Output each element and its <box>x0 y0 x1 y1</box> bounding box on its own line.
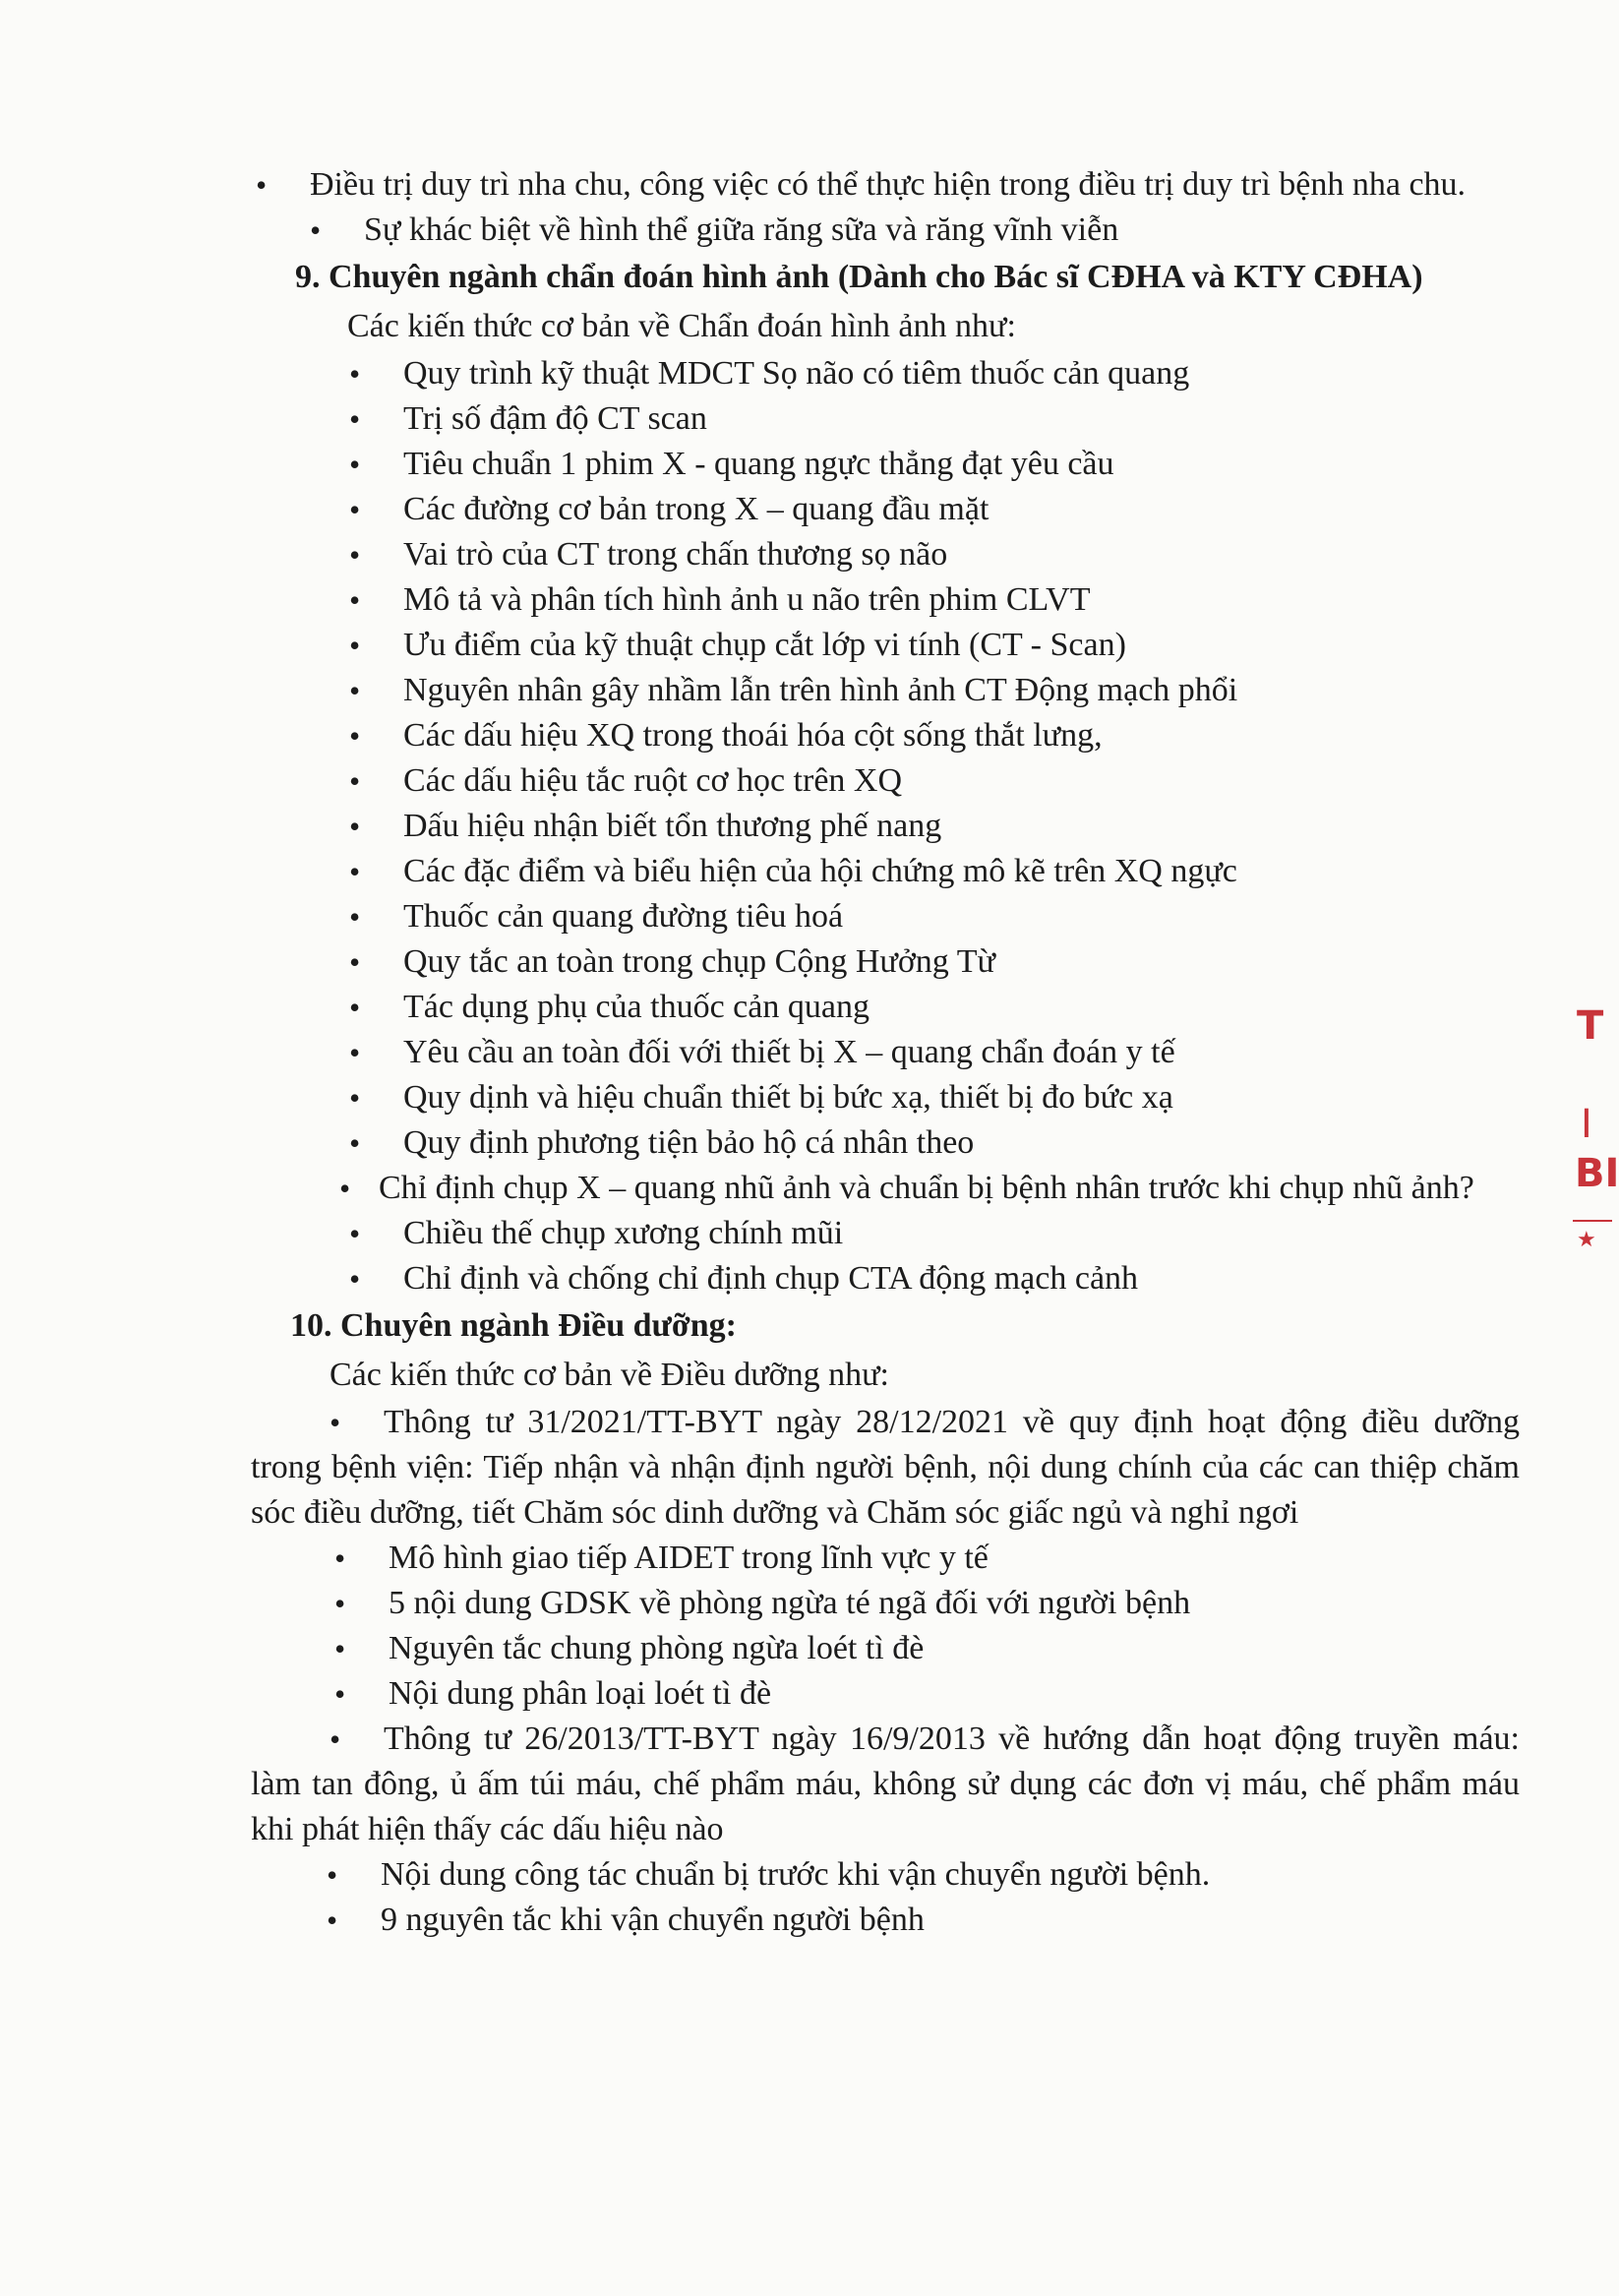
list-item: • Ưu điểm của kỹ thuật chụp cắt lớp vi tính (CT - Scan) <box>344 623 1520 668</box>
list-item: • Quy trình kỹ thuật MDCT Sọ não có tiêm thuốc cản quang <box>344 351 1520 396</box>
list-item: • Quy định phương tiện bảo hộ cá nhân theo <box>344 1120 1520 1166</box>
list-item: • 5 nội dung GDSK về phòng ngừa té ngã đối với người bệnh <box>330 1581 1520 1626</box>
list-item: • Thuốc cản quang đường tiêu hoá <box>344 894 1520 939</box>
section-heading-9: 9. Chuyên ngành chẩn đoán hình ảnh (Dành cho Bác sĩ CĐHA và KTY CĐHA) <box>295 259 1423 295</box>
list-item: • 9 nguyên tắc khi vận chuyển người bệnh <box>322 1898 1520 1943</box>
section9-list <box>251 351 1520 1166</box>
section-heading-10: 10. Chuyên ngành Điều dưỡng: <box>290 1307 737 1344</box>
stamp-text: I <box>1581 1102 1592 1147</box>
list-item: • Nguyên nhân gây nhầm lẫn trên hình ảnh CT Động mạch phổi <box>344 668 1520 713</box>
stamp-text: BI <box>1575 1151 1619 1196</box>
section10-list <box>251 1536 1520 1717</box>
list-item: • Vai trò của CT trong chấn thương sọ não <box>344 532 1520 577</box>
list-item: • Các đặc điểm và biểu hiện của hội chứng mô kẽ trên XQ ngực <box>344 849 1520 894</box>
list-item: • Chỉ định và chống chỉ định chụp CTA động mạch cảnh <box>344 1256 1520 1301</box>
stamp-text: T <box>1577 1003 1604 1049</box>
list-item: • Nội dung công tác chuẩn bị trước khi vận chuyển người bệnh. <box>322 1852 1520 1898</box>
list-item: • Điều trị duy trì nha chu, công việc có thể thực hiện trong điều trị duy trì bệnh nha chu. <box>251 162 1520 208</box>
list-item: • Thông tư 26/2013/TT-BYT ngày 16/9/2013 về hướng dẫn hoạt động truyền máu: làm tan đông, ủ ấm túi máu, chế phẩm máu, không sử dụng các đơn vị máu, chế phẩm máu khi phát hiện thấy các dấu hiệu nào <box>251 1717 1520 1852</box>
list-item: • Dấu hiệu nhận biết tổn thương phế nang <box>344 804 1520 849</box>
section10-list-continued <box>251 1852 1520 1943</box>
list-item: • Nội dung phân loại loét tì đè <box>330 1671 1520 1717</box>
star-icon: ★ <box>1577 1228 1596 1252</box>
list-item: • Yêu cầu an toàn đối với thiết bị X – quang chẩn đoán y tế <box>344 1030 1520 1075</box>
bullet-icon: • <box>330 1722 341 1757</box>
document-content <box>251 162 1520 1943</box>
list-item: • Quy dịnh và hiệu chuẩn thiết bị bức xạ, thiết bị đo bức xạ <box>344 1075 1520 1120</box>
section9-list-continued <box>251 1211 1520 1301</box>
list-item: • Tiêu chuẩn 1 phim X - quang ngực thẳng đạt yêu cầu <box>344 442 1520 487</box>
bullet-icon: • <box>330 1405 341 1440</box>
list-item: • Mô tả và phân tích hình ảnh u não trên phim CLVT <box>344 577 1520 623</box>
list-item: • Thông tư 31/2021/TT-BYT ngày 28/12/2021 về quy định hoạt động điều dưỡng trong bệnh viện: Tiếp nhận và nhận định người bệnh, nội dung chính của các can thiệp chăm sóc điều dưỡng, tiết Chăm sóc dinh dưỡng và Chăm sóc giấc ngủ và nghỉ ngơi <box>251 1400 1520 1536</box>
list-item: • Các dấu hiệu tắc ruột cơ học trên XQ <box>344 758 1520 804</box>
bullet-icon: • <box>256 167 268 203</box>
list-item: • Sự khác biệt về hình thể giữa răng sữa và răng vĩnh viễn <box>305 208 1520 253</box>
bullet-icon: • <box>339 1171 351 1206</box>
list-item: • Tác dụng phụ của thuốc cản quang <box>344 985 1520 1030</box>
list-item: • Chỉ định chụp X – quang nhũ ảnh và chuẩn bị bệnh nhân trước khi chụp nhũ ảnh? <box>226 1166 1520 1211</box>
list-item: • Trị số đậm độ CT scan <box>344 396 1520 442</box>
list-item: • Các dấu hiệu XQ trong thoái hóa cột sống thắt lưng, <box>344 713 1520 758</box>
section-intro: Các kiến thức cơ bản về Chẩn đoán hình ảnh như: <box>347 308 1016 344</box>
list-item: • Quy tắc an toàn trong chụp Cộng Hưởng Từ <box>344 939 1520 985</box>
list-item: • Các đường cơ bản trong X – quang đầu mặt <box>344 487 1520 532</box>
stamp-border-line <box>1573 1220 1612 1222</box>
red-stamp-fragment <box>1563 1003 1619 1269</box>
list-item: • Nguyên tắc chung phòng ngừa loét tì đè <box>330 1626 1520 1671</box>
section-intro: Các kiến thức cơ bản về Điều dưỡng như: <box>330 1357 889 1393</box>
list-item: • Chiều thế chụp xương chính mũi <box>344 1211 1520 1256</box>
list-item: • Mô hình giao tiếp AIDET trong lĩnh vực y tế <box>330 1536 1520 1581</box>
